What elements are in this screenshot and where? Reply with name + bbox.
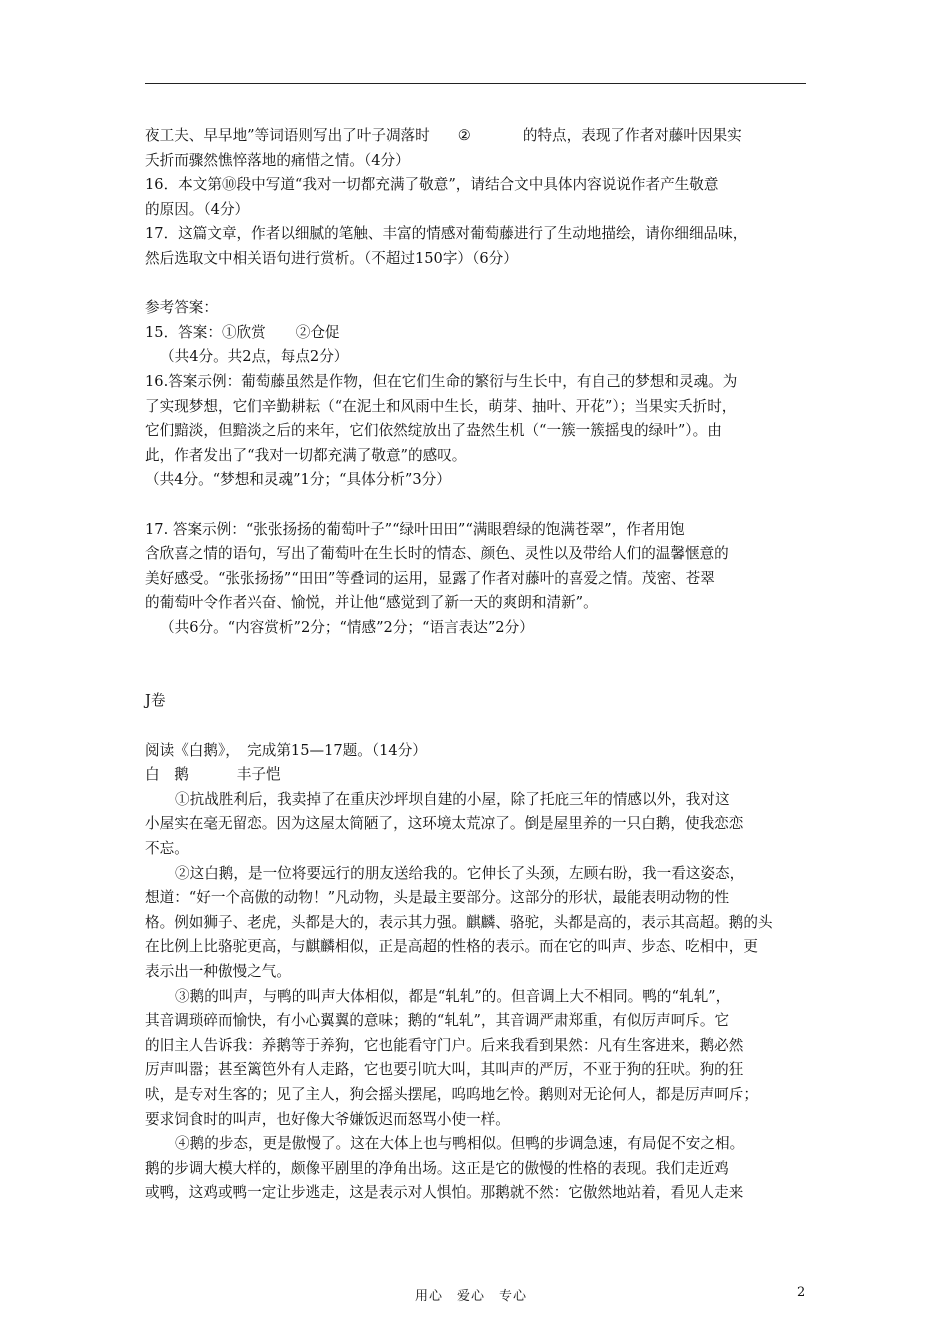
paragraph-line: 不忘。 <box>145 840 189 858</box>
paragraph-line: 想道：“好一个高傲的动物！”凡动物，头是最主要部分。这部分的形状，最能表明动物的性 <box>145 889 730 907</box>
text-line: 的原因。（4分） <box>145 200 250 218</box>
answer-17-line: 17. 答案示例：“张张扬扬的葡萄叶子”“绿叶田田”“满眼碧绿的饱满苍翠”，作者用饱 <box>145 520 685 538</box>
footer-item: 爱心 <box>457 1289 486 1304</box>
paragraph-line: 要求饲食时的叫声，也好像大爷嫌饭迟而怒骂小使一样。 <box>145 1110 510 1128</box>
paragraph-line: ③鹅的叫声，与鸭的叫声大体相似，都是“轧轧”的。但音调上大不相同。鸭的“轧轧”， <box>175 987 731 1005</box>
question-17: 17．这篇文章，作者以细腻的笔触、丰富的情感对葡萄藤进行了生动地描绘，请你细细品味， <box>145 225 748 243</box>
question-15-continuation <box>145 124 806 149</box>
paragraph-line: 小屋实在毫无留恋。因为这屋太简陋了，这环境太荒凉了。倒是屋里养的一只白鹅，使我恋恋 <box>145 815 744 833</box>
paragraph-line: ②这白鹅，是一位将要远行的朋友送给我的。它伸长了头颈，左顾右盼，我一看这姿态， <box>175 864 745 882</box>
paragraph-line: 格。例如狮子、老虎，头都是大的，表示其力强。麒麟、骆驼，头都是高的，表示其高超。鹅的头 <box>145 913 773 931</box>
answer-17-line: 美好感受。“张张扬扬”“田田”等叠词的运用，显露了作者对藤叶的喜爱之情。茂密、苍翠 <box>145 569 715 587</box>
paragraph-line: 或鸭，这鸡或鸭一定让步逃走，这是表示对人惧怕。那鹅就不然：它傲然地站着，看见人走来 <box>145 1184 744 1202</box>
footer-item: 用心 <box>415 1289 444 1304</box>
footer-motto <box>415 1285 541 1304</box>
answers-heading: 参考答案： <box>145 299 218 317</box>
answer-17-score: （共6分。“内容赏析”2分；“情感”2分；“语言表达”2分） <box>160 618 534 636</box>
blank-mark: ② <box>457 127 471 144</box>
section-j-instruction: 阅读《白鹅》， 完成第15—17题。（14分） <box>145 741 427 759</box>
page-number: 2 <box>797 1285 806 1300</box>
answer-17-line: 含欣喜之情的语句，写出了葡萄叶在生长时的情态、颜色、灵性以及带给人们的温馨惬意的 <box>145 545 729 563</box>
answer-16-line: 此，作者发出了“我对一切都充满了敬意”的感叹。 <box>145 446 467 464</box>
text: ②仓促 <box>295 323 340 341</box>
header-rule <box>145 83 806 84</box>
paragraph-line: 吠，是专对生客的；见了主人，狗会摇头摆尾，呜呜地乞怜。鹅则对无论何人，都是厉声呵斥； <box>145 1085 758 1103</box>
article-title: 白 鹅 <box>145 766 189 784</box>
section-j-title: J卷 <box>145 692 166 710</box>
document-body <box>145 124 806 1206</box>
answer-16-line: 16.答案示例：葡萄藤虽然是作物，但在它们生命的繁衍与生长中，有自己的梦想和灵魂。为 <box>145 372 738 390</box>
answer-15 <box>145 321 806 346</box>
answer-17-line: 的葡萄叶令作者兴奋、愉悦，并让他“感觉到了新一天的爽朗和清新”。 <box>145 594 598 612</box>
paragraph-line: 在比例上比骆驼更高，与麒麟相似，正是高超的性格的表示。而在它的叫声、步态、吃相中，更 <box>145 938 758 956</box>
paragraph-line: 表示出一种傲慢之气。 <box>145 963 291 980</box>
footer-item: 专心 <box>499 1289 528 1304</box>
paragraph-line: 其音调琐碎而愉快，有小心翼翼的意味；鹅的“轧轧”，其音调严肃郑重，有似厉声呵斥。它 <box>145 1012 730 1030</box>
paragraph-line: 鹅的步调大模大样的，颇像平剧里的净角出场。这正是它的傲慢的性格的表现。我们走近鸡 <box>145 1159 729 1177</box>
paragraph-line: 的旧主人告诉我：养鹅等于养狗，它也能看守门户。后来我看到果然：凡有生客进来，鹅必然 <box>145 1036 744 1054</box>
text: 15．答案：①欣赏 <box>145 323 266 341</box>
answer-15-score: （共4分。共2点，每点2分） <box>160 348 349 366</box>
paragraph-line: ①抗战胜利后，我卖掉了在重庆沙坪坝自建的小屋，除了托庇三年的情感以外，我对这 <box>175 790 730 808</box>
paragraph-line: 厉声叫嚣；甚至篱笆外有人走路，它也要引吭大叫，其叫声的严厉，不亚于狗的狂吠。狗的狂 <box>145 1061 744 1079</box>
article-heading <box>145 763 806 788</box>
paragraph-line: ④鹅的步态，更是傲慢了。这在大体上也与鸭相似。但鸭的步调急速，有局促不安之相。 <box>175 1135 745 1153</box>
article-author: 丰子恺 <box>236 766 281 784</box>
question-16: 16．本文第⑩段中写道“我对一切都充满了敬意”，请结合文中具体内容说说作者产生敬意 <box>145 176 719 194</box>
answer-16-score: （共4分。“梦想和灵魂”1分；“具体分析”3分） <box>145 471 451 489</box>
text-line: 然后选取文中相关语句进行赏析。（不超过150字）（6分） <box>145 249 518 267</box>
answer-16-line: 了实现梦想，它们辛勤耕耘（“在泥土和风雨中生长，萌芽、抽叶、开花”）；当果实夭折时， <box>145 397 737 415</box>
answer-16-line: 它们黯淡，但黯淡之后的来年，它们依然绽放出了盎然生机（“一簇一簇摇曳的绿叶”）。由 <box>145 422 722 440</box>
text: 的特点，表现了作者对藤叶因果实 <box>522 127 742 144</box>
text: 夜工夫、早早地”等词语则写出了叶子凋落时 <box>145 127 430 144</box>
text-line: 夭折而骤然憔悴落地的痛惜之情。（4分） <box>145 151 410 169</box>
